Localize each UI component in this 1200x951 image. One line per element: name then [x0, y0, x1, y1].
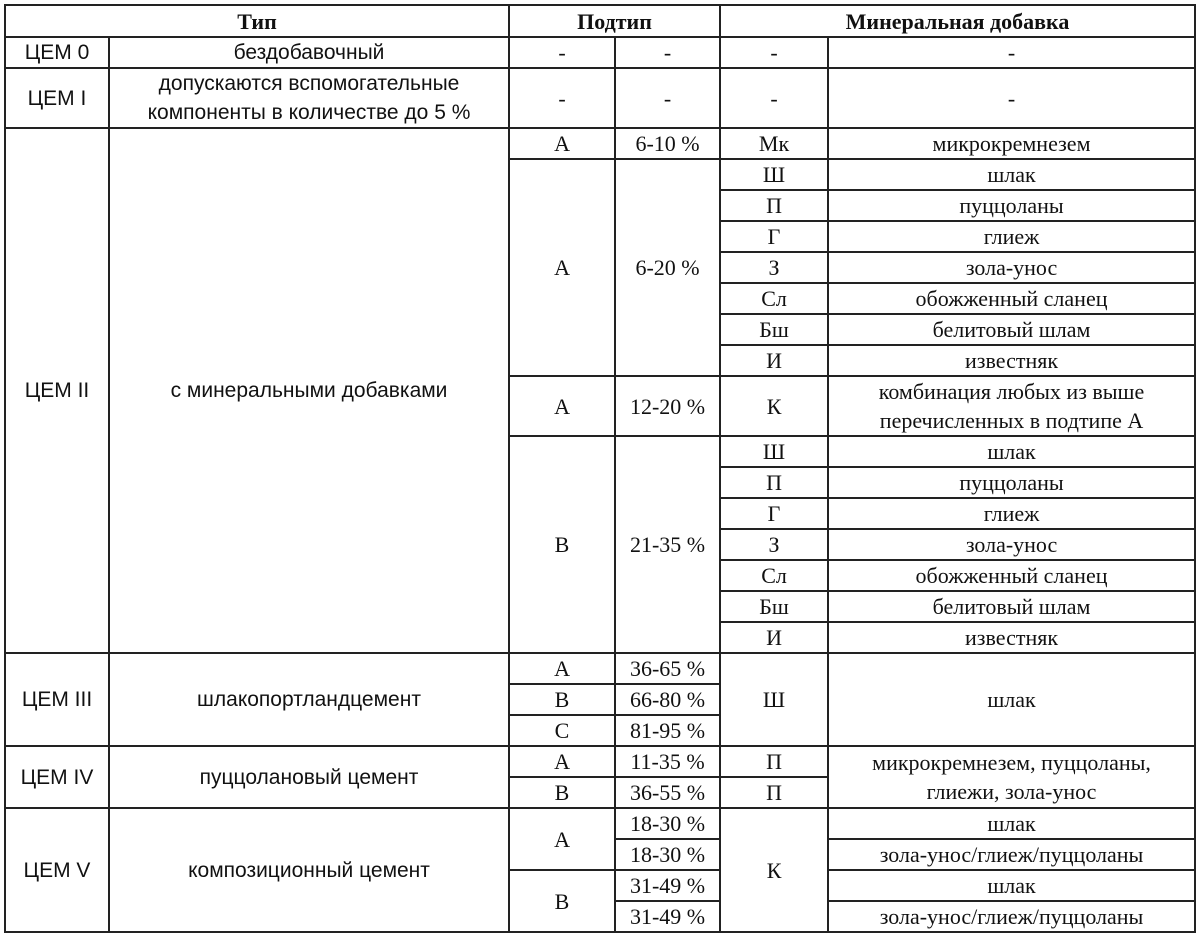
- additive-name: белитовый шлам: [828, 591, 1195, 622]
- subtype-cell: В: [509, 684, 615, 715]
- additive-abbr: -: [720, 37, 828, 68]
- additive-name: обожженный сланец: [828, 283, 1195, 314]
- percent-cell: 31-49 %: [615, 901, 720, 932]
- table-row: [5, 808, 1195, 839]
- additive-name: глиеж: [828, 221, 1195, 252]
- additive-name: пуццоланы: [828, 190, 1195, 221]
- additive-abbr: Ш: [720, 159, 828, 190]
- additive-name: глиеж: [828, 498, 1195, 529]
- additive-name: зола-унос: [828, 529, 1195, 560]
- subtype-cell: А: [509, 746, 615, 777]
- percent-cell: 18-30 %: [615, 839, 720, 870]
- percent-cell: 66-80 %: [615, 684, 720, 715]
- cement-description: допускаются вспомогательные компоненты в количестве до 5 %: [109, 68, 509, 128]
- additive-abbr: Г: [720, 498, 828, 529]
- table-row: [5, 653, 1195, 684]
- cement-description: композиционный цемент: [109, 808, 509, 932]
- additive-abbr: И: [720, 345, 828, 376]
- additive-abbr: Бш: [720, 591, 828, 622]
- subtype-cell: А: [509, 128, 615, 159]
- additive-abbr: И: [720, 622, 828, 653]
- additive-abbr: Ш: [720, 436, 828, 467]
- subtype-cell: -: [509, 37, 615, 68]
- additive-name: зола-унос: [828, 252, 1195, 283]
- percent-cell: 21-35 %: [615, 436, 720, 653]
- subtype-cell: С: [509, 715, 615, 746]
- cement-code: ЦЕМ I: [5, 68, 109, 128]
- additive-abbr: Мк: [720, 128, 828, 159]
- cement-code: ЦЕМ IV: [5, 746, 109, 808]
- additive-name: микрокремнезем, пуццоланы, глиежи, зола-унос: [828, 746, 1195, 808]
- percent-cell: 6-20 %: [615, 159, 720, 376]
- header-row: [5, 5, 1195, 37]
- additive-name: -: [828, 37, 1195, 68]
- subtype-cell: В: [509, 436, 615, 653]
- additive-abbr: Сл: [720, 283, 828, 314]
- subtype-cell: А: [509, 653, 615, 684]
- additive-name: обожженный сланец: [828, 560, 1195, 591]
- header-additive: Минеральная добавка: [720, 5, 1195, 37]
- additive-name: шлак: [828, 808, 1195, 839]
- subtype-cell: В: [509, 777, 615, 808]
- subtype-cell: А: [509, 376, 615, 436]
- cement-description: пуццолановый цемент: [109, 746, 509, 808]
- percent-cell: -: [615, 37, 720, 68]
- percent-cell: 6-10 %: [615, 128, 720, 159]
- additive-abbr: З: [720, 252, 828, 283]
- percent-cell: 11-35 %: [615, 746, 720, 777]
- additive-abbr: -: [720, 68, 828, 128]
- additive-abbr: Бш: [720, 314, 828, 345]
- additive-name: зола-унос/глиеж/пуццоланы: [828, 839, 1195, 870]
- percent-cell: 36-55 %: [615, 777, 720, 808]
- additive-name: шлак: [828, 436, 1195, 467]
- additive-name: известняк: [828, 622, 1195, 653]
- cement-code: ЦЕМ III: [5, 653, 109, 746]
- cement-description: бездобавочный: [109, 37, 509, 68]
- additive-abbr: Г: [720, 221, 828, 252]
- percent-cell: 18-30 %: [615, 808, 720, 839]
- cement-types-table: [4, 4, 1196, 933]
- additive-abbr: Ш: [720, 653, 828, 746]
- cement-code: ЦЕМ V: [5, 808, 109, 932]
- additive-abbr: П: [720, 746, 828, 777]
- percent-cell: 12-20 %: [615, 376, 720, 436]
- additive-abbr: Сл: [720, 560, 828, 591]
- additive-name: пуццоланы: [828, 467, 1195, 498]
- additive-abbr: П: [720, 467, 828, 498]
- table-row: [5, 128, 1195, 159]
- subtype-cell: В: [509, 870, 615, 932]
- cement-code: ЦЕМ II: [5, 128, 109, 653]
- additive-name: шлак: [828, 870, 1195, 901]
- subtype-cell: -: [509, 68, 615, 128]
- header-subtype: Подтип: [509, 5, 720, 37]
- percent-cell: 36-65 %: [615, 653, 720, 684]
- additive-abbr: З: [720, 529, 828, 560]
- table-row: [5, 37, 1195, 68]
- additive-name: белитовый шлам: [828, 314, 1195, 345]
- subtype-cell: А: [509, 808, 615, 870]
- cement-description: шлакопортландцемент: [109, 653, 509, 746]
- additive-name: зола-унос/глиеж/пуццоланы: [828, 901, 1195, 932]
- additive-name: шлак: [828, 653, 1195, 746]
- additive-name: микрокремнезем: [828, 128, 1195, 159]
- cement-description: с минеральными добавками: [109, 128, 509, 653]
- additive-name: шлак: [828, 159, 1195, 190]
- additive-name: известняк: [828, 345, 1195, 376]
- additive-abbr: К: [720, 376, 828, 436]
- table-row: [5, 746, 1195, 777]
- percent-cell: -: [615, 68, 720, 128]
- subtype-cell: А: [509, 159, 615, 376]
- additive-name: комбинация любых из выше перечисленных в подтипе А: [828, 376, 1195, 436]
- additive-abbr: П: [720, 190, 828, 221]
- cement-code: ЦЕМ 0: [5, 37, 109, 68]
- header-type: Тип: [5, 5, 509, 37]
- additive-name: -: [828, 68, 1195, 128]
- percent-cell: 31-49 %: [615, 870, 720, 901]
- percent-cell: 81-95 %: [615, 715, 720, 746]
- table-row: [5, 68, 1195, 128]
- additive-abbr: К: [720, 808, 828, 932]
- additive-abbr: П: [720, 777, 828, 808]
